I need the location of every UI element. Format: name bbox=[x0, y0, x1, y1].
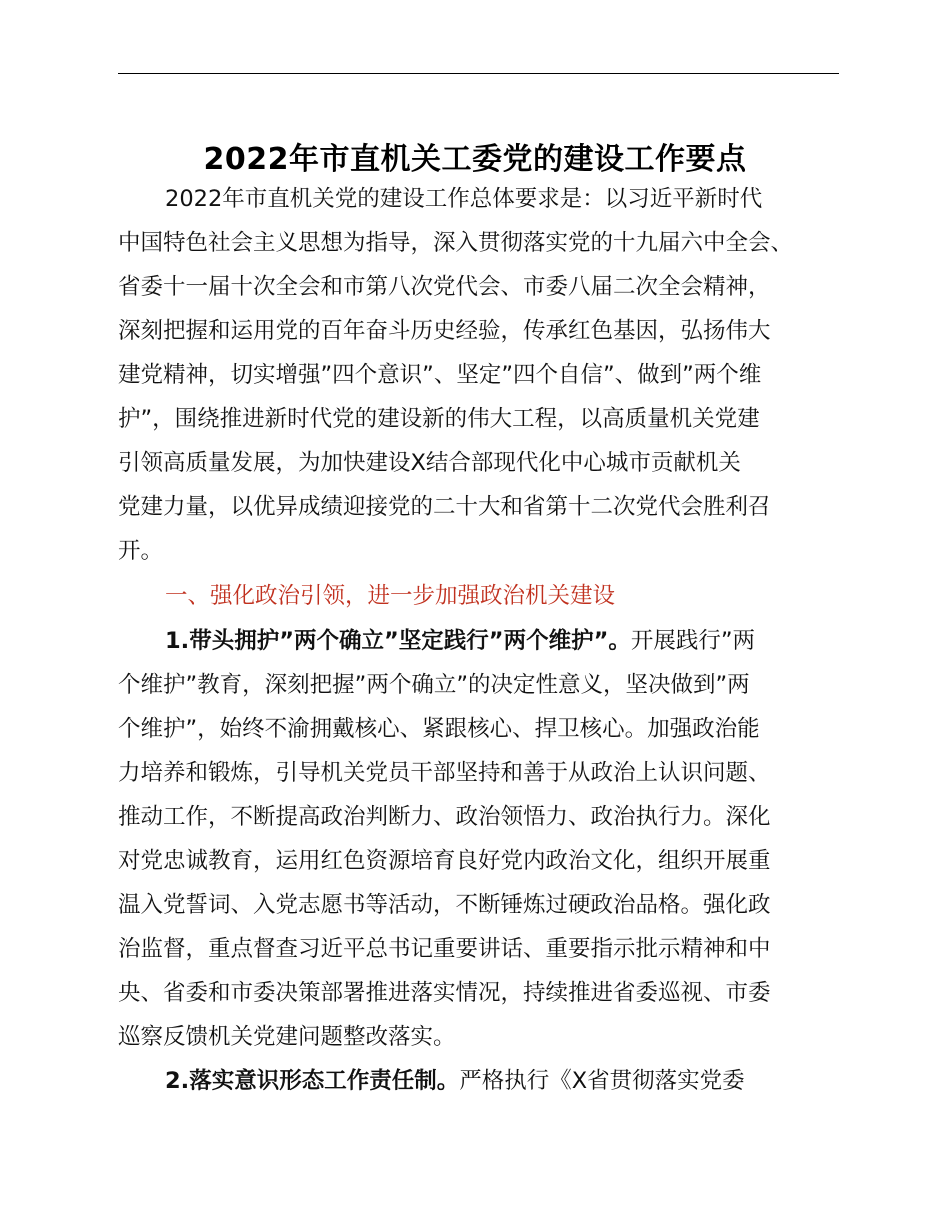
header-rule bbox=[118, 73, 839, 74]
text-line: 深刻把握和运用党的百年奋斗历史经验，传承红色基因，弘扬伟大 bbox=[118, 318, 771, 344]
text-line: 力培养和锻炼，引导机关党员干部坚持和善于从政治上认识问题、 bbox=[118, 760, 771, 786]
text-line bbox=[165, 626, 905, 656]
text-line: 省委十一届十次全会和市第八次党代会、市委八届二次全会精神， bbox=[118, 274, 771, 300]
text-line: 对党忠诚教育，运用红色资源培育良好党内政治文化，组织开展重 bbox=[118, 848, 771, 874]
text-line: 2022年市直机关党的建设工作总体要求是：以习近平新时代 bbox=[165, 186, 763, 212]
text-line: 个维护”，始终不渝拥戴核心、紧跟核心、捍卫核心。加强政治能 bbox=[118, 716, 760, 742]
text-line: 建党精神，切实增强”四个意识”、坚定”四个自信”、做到”两个维 bbox=[118, 362, 762, 388]
text-line: 治监督，重点督查习近平总书记重要讲话、重要指示批示精神和中 bbox=[118, 936, 771, 962]
text-line: 温入党誓词、入党志愿书等活动，不断锤炼过硬政治品格。强化政 bbox=[118, 892, 771, 918]
text-line: 开。 bbox=[118, 538, 164, 564]
text-line: 央、省委和市委决策部署推进落实情况，持续推进省委巡视、市委 bbox=[118, 980, 771, 1006]
text-line: 护”，围绕推进新时代党的建设新的伟大工程，以高质量机关党建 bbox=[118, 406, 760, 432]
item-2-lead: 2.落实意识形态工作责任制。 bbox=[165, 1068, 460, 1094]
text-line: 引领高质量发展，为加快建设X结合部现代化中心城市贡献机关 bbox=[118, 450, 741, 476]
text-line: 党建力量，以优异成绩迎接党的二十大和省第十二次党代会胜利召 bbox=[118, 494, 771, 520]
item-1-lead: 1.带头拥护”两个确立”坚定践行”两个维护”。 bbox=[165, 628, 631, 654]
document-title: 2022年市直机关工委党的建设工作要点 bbox=[203, 142, 747, 177]
text-line: 中国特色社会主义思想为指导，深入贯彻落实党的十九届六中全会、 bbox=[118, 230, 794, 256]
item-1-lead-rest: 开展践行”两 bbox=[630, 628, 756, 654]
item-2-paragraph bbox=[165, 1066, 905, 1096]
text-line: 推动工作，不断提高政治判断力、政治领悟力、政治执行力。深化 bbox=[118, 804, 771, 830]
section-heading: 一、强化政治引领，进一步加强政治机关建设 bbox=[165, 583, 616, 609]
item-2-lead-rest: 严格执行《X省贯彻落实党委 bbox=[459, 1068, 745, 1094]
text-line: 巡察反馈机关党建问题整改落实。 bbox=[118, 1024, 456, 1050]
text-line: 个维护”教育，深刻把握”两个确立”的决定性意义，坚决做到”两 bbox=[118, 672, 750, 698]
